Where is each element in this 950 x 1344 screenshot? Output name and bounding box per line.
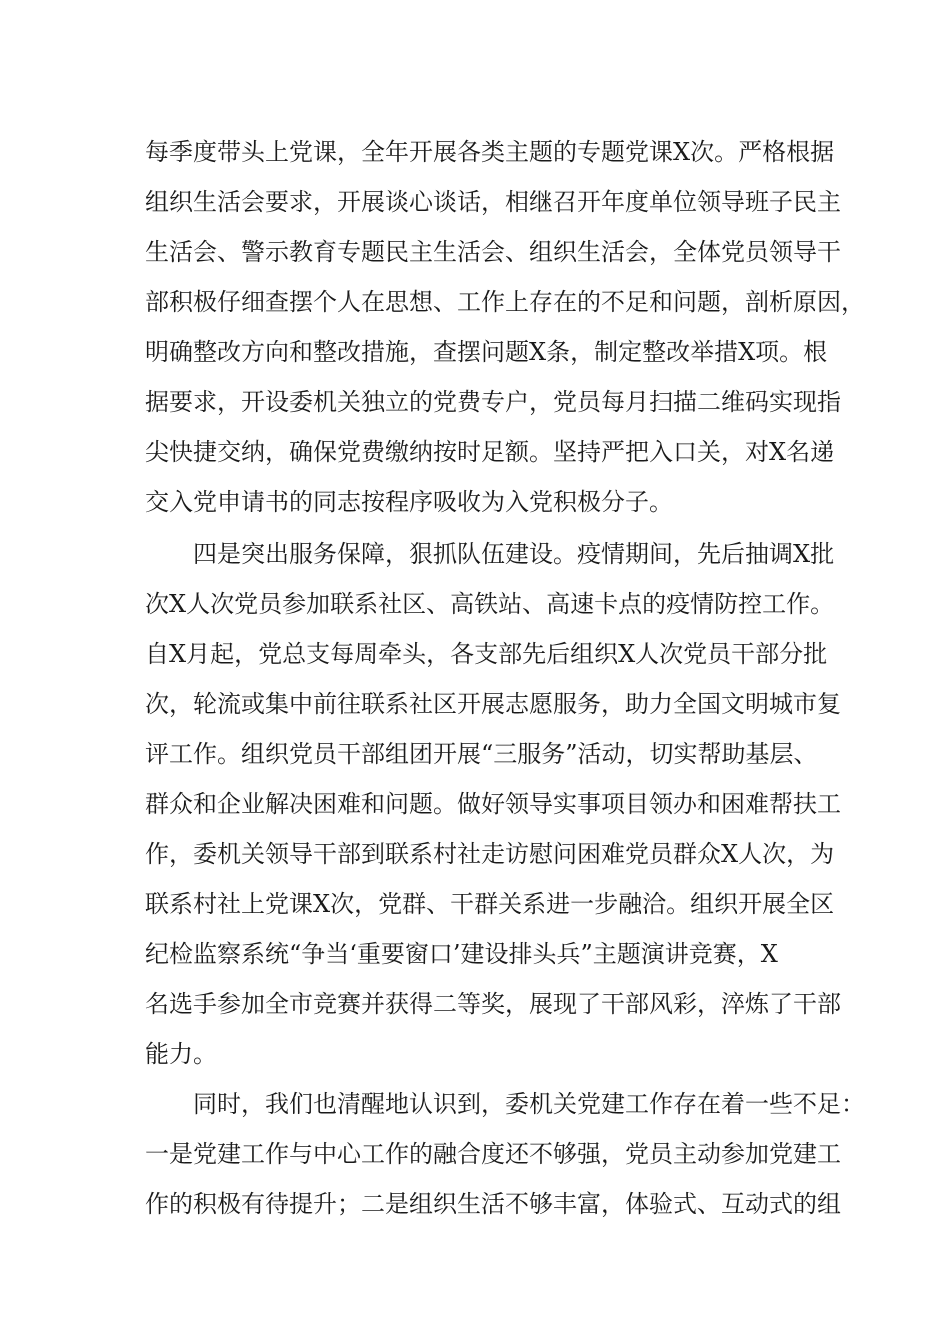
- text-line: 部积极仔细查摆个人在思想、工作上存在的不足和问题，剖析原因，: [145, 288, 865, 316]
- text-line: 名选手参加全市竞赛并获得二等奖，展现了干部风彩，淬炼了干部: [145, 990, 841, 1018]
- paragraph-start-line: 同时，我们也清醒地认识到，委机关党建工作存在着一些不足：: [193, 1090, 865, 1118]
- text-line: 联系村社上党课X次，党群、干群关系进一步融洽。组织开展全区: [145, 890, 835, 918]
- paragraph-start-line: 四是突出服务保障，狠抓队伍建设。疫情期间，先后抽调X批: [193, 540, 835, 568]
- text-line: 组织生活会要求，开展谈心谈话，相继召开年度单位领导班子民主: [145, 188, 841, 216]
- text-line: 次X人次党员参加联系社区、高铁站、高速卡点的疫情防控工作。: [145, 590, 835, 618]
- text-line: 交入党申请书的同志按程序吸收为入党积极分子。: [145, 488, 673, 516]
- text-line: 次，轮流或集中前往联系社区开展志愿服务，助力全国文明城市复: [145, 690, 841, 718]
- text-line: 作，委机关领导干部到联系村社走访慰问困难党员群众X人次，为: [145, 840, 835, 868]
- text-line: 据要求，开设委机关独立的党费专户，党员每月扫描二维码实现指: [145, 388, 841, 416]
- text-line: 尖快捷交纳，确保党费缴纳按时足额。坚持严把入口关，对X名递: [145, 438, 835, 466]
- text-line: 生活会、警示教育专题民主生活会、组织生活会，全体党员领导干: [145, 238, 841, 266]
- text-line: 作的积极有待提升；二是组织生活不够丰富，体验式、互动式的组: [145, 1190, 841, 1218]
- text-line: 纪检监察系统“争当‘重要窗口’建设排头兵”主题演讲竞赛，X: [145, 940, 778, 968]
- text-line: 能力。: [145, 1040, 217, 1068]
- text-line: 一是党建工作与中心工作的融合度还不够强，党员主动参加党建工: [145, 1140, 841, 1168]
- text-line: 群众和企业解决困难和问题。做好领导实事项目领办和困难帮扶工: [145, 790, 841, 818]
- text-line: 评工作。组织党员干部组团开展“三服务”活动，切实帮助基层、: [145, 740, 818, 768]
- text-line: 每季度带头上党课，全年开展各类主题的专题党课X次。严格根据: [145, 138, 835, 166]
- text-line: 明确整改方向和整改措施，查摆问题X条，制定整改举措X项。根: [145, 338, 828, 366]
- text-line: 自X月起，党总支每周牵头，各支部先后组织X人次党员干部分批: [145, 640, 828, 668]
